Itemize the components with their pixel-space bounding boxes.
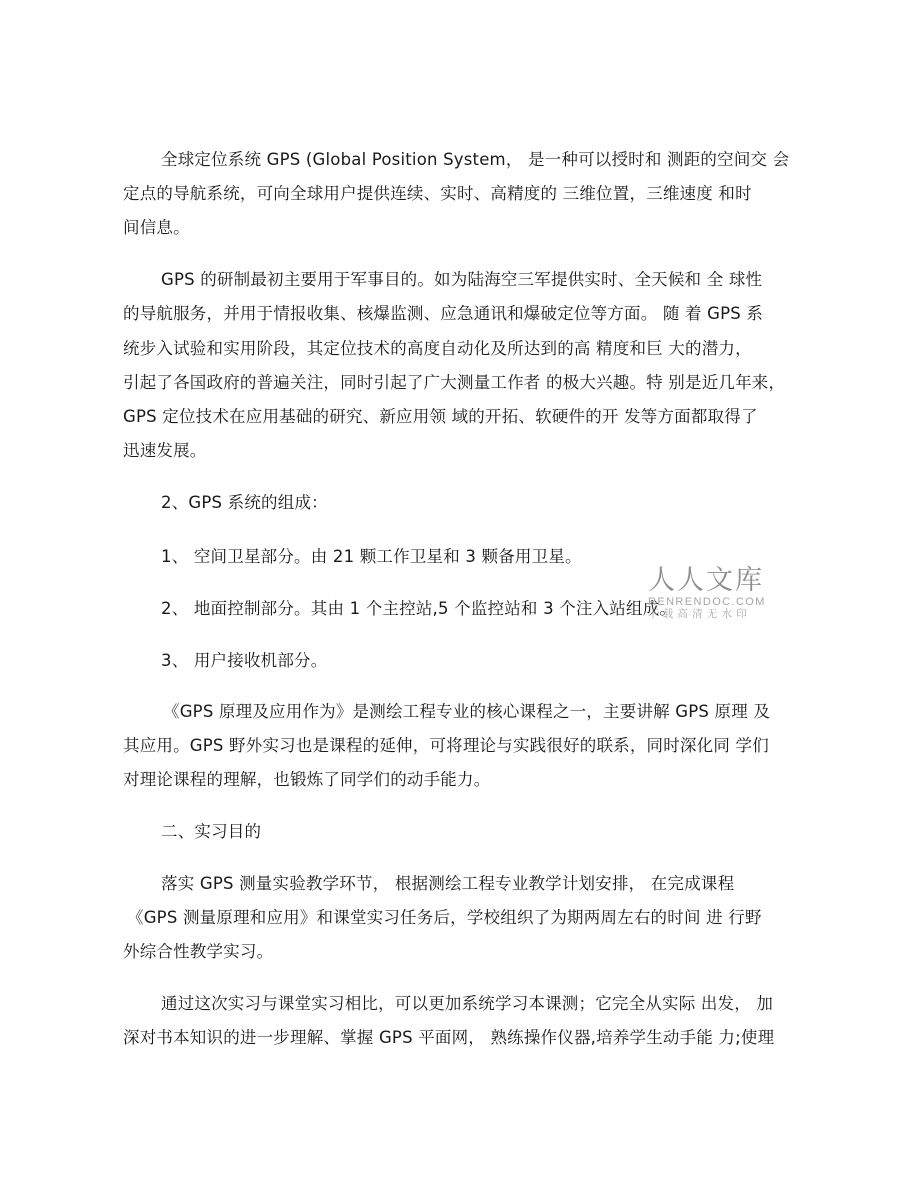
list-item: 2、 地面控制部分。其由 1 个主控站,5 个监控站和 3 个注入站组成。	[161, 599, 677, 618]
text-line: 《GPS 测量原理和应用》和课堂实习任务后，学校组织了为期两周左右的时间 进 行野	[127, 908, 762, 927]
text-line: 深对书本知识的进一步理解、掌握 GPS 平面网， 熟练操作仪器,培养学生动手能 力;使理	[123, 1028, 775, 1047]
text-line: 落实 GPS 测量实验教学环节， 根据测绘工程专业教学计划安排， 在完成课程	[161, 874, 735, 893]
text-line: 全球定位系统 GPS (Global Position System， 是一种可以授时和 测距的空间交 会	[161, 150, 790, 169]
list-item: 1、 空间卫星部分。由 21 颗工作卫星和 3 颗备用卫星。	[161, 547, 582, 566]
list-item: 3、 用户接收机部分。	[161, 651, 328, 670]
text-line: 迅速发展。	[123, 441, 207, 460]
text-line: 通过这次实习与课堂实习相比，可以更加系统学习本课测；它完全从实际 出发， 加	[161, 994, 774, 1013]
text-line: 定点的导航系统，可向全球用户提供连续、实时、高精度的 三维位置，三维速度 和时	[123, 184, 752, 203]
watermark-subtitle: 下载高清无水印	[648, 608, 751, 620]
watermark-url: RENRENDOC.COM	[648, 596, 766, 608]
watermark-logo	[648, 566, 778, 621]
text-line: 引起了各国政府的普遍关注，同时引起了广大测量工作者 的极大兴趣。特 别是近几年来，	[123, 373, 786, 392]
text-line: 统步入试验和实用阶段，其定位技术的高度自动化及所达到的高 精度和巨 大的潜力，	[123, 339, 752, 358]
text-line: GPS 定位技术在应用基础的研究、新应用领 域的开拓、软硬件的开 发等方面都取得了	[123, 407, 758, 426]
text-line: 间信息。	[123, 218, 190, 237]
text-line: 其应用。GPS 野外实习也是课程的延伸，可将理论与实践很好的联系，同时深化同 学们	[123, 736, 769, 755]
text-line: GPS 的研制最初主要用于军事目的。如为陆海空三军提供实时、全天候和 全 球性	[161, 270, 763, 289]
section-heading: 2、GPS 系统的组成：	[161, 493, 328, 512]
watermark-title: 人人文库	[648, 565, 764, 596]
text-line: 对理论课程的理解，也锻炼了同学们的动手能力。	[123, 770, 491, 789]
section-heading: 二、实习目的	[161, 822, 262, 841]
text-line: 《GPS 原理及应用作为》是测绘工程专业的核心课程之一，主要讲解 GPS 原理 及	[163, 702, 771, 721]
text-line: 的导航服务，并用于情报收集、核爆监测、应急通讯和爆破定位等方面。 随 着 GPS 系	[123, 304, 764, 323]
text-line: 外综合性教学实习。	[123, 942, 274, 961]
